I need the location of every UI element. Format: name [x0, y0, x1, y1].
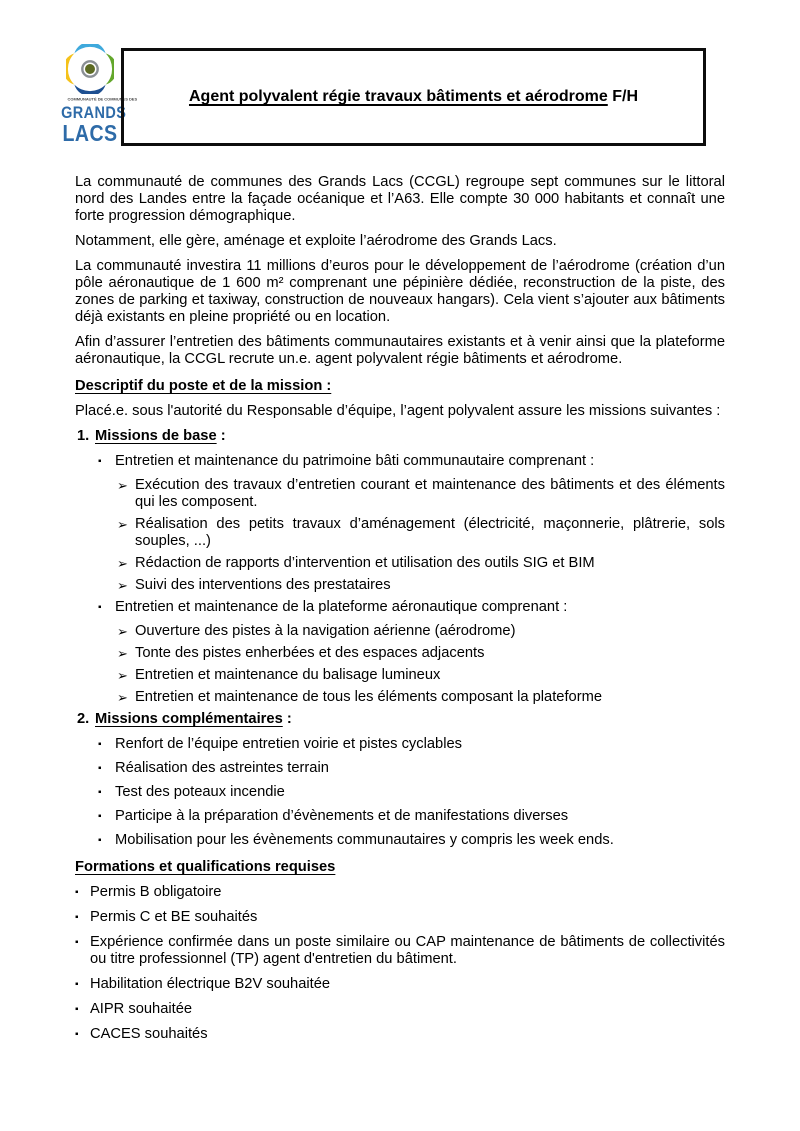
bullet-text: Habilitation électrique B2V souhaitée	[90, 976, 331, 992]
numbered-heading-missions-comp	[75, 711, 725, 728]
bullet-item	[75, 784, 725, 801]
bullet-text: AIPR souhaitée	[90, 1001, 193, 1017]
arrow-bullet-icon: ➢	[117, 646, 128, 661]
bullet-item	[75, 808, 725, 825]
bullet-item	[75, 976, 725, 993]
heading-colon: :	[216, 428, 226, 444]
bullet-text: Renfort de l’équipe entretien voirie et pistes cyclables	[115, 736, 462, 752]
arrow-bullet-icon: ➢	[117, 578, 128, 593]
heading-colon: :	[282, 711, 292, 727]
list-number: 1.	[77, 428, 90, 444]
intro-paragraph-3: La communauté investira 11 millions d’euros pour le développement de l’aérodrome (création d’un pôle aéronautique de 1 600 m² comprenant une pépinière dédiée, reconstruction de la piste, des zones de parking et taxiway, construction de nouveaux hangars). Cela vient s’ajouter aux bâtiments déjà existants en pleine propriété ou en location.	[75, 258, 725, 325]
job-title-box	[121, 48, 706, 146]
bullet-item	[75, 884, 725, 901]
bullet-item	[75, 736, 725, 753]
logo-name-lacs: LACS	[62, 120, 118, 146]
square-bullet-icon: ▪	[75, 912, 79, 923]
arrow-bullet-icon: ➢	[117, 690, 128, 705]
bullet-text: Entretien et maintenance du patrimoine bâti communautaire comprenant :	[115, 453, 595, 469]
sub-bullet-text: Suivi des interventions des prestataires	[135, 577, 391, 593]
bullet-item	[75, 832, 725, 849]
list-number: 2.	[77, 711, 90, 727]
square-bullet-icon: ▪	[98, 739, 102, 750]
square-bullet-icon: ▪	[98, 602, 102, 613]
bullet-item	[75, 1001, 725, 1018]
mission-intro: Placé.e. sous l'autorité du Responsable d’équipe, l’agent polyvalent assure les missions suivantes :	[75, 403, 721, 419]
bullet-item	[75, 909, 725, 926]
sub-bullet-text: Entretien et maintenance du balisage lumineux	[135, 667, 441, 683]
sub-bullet-item	[75, 477, 725, 511]
job-title	[189, 88, 638, 106]
section-heading-formations: Formations et qualifications requises	[75, 859, 336, 875]
pinwheel-icon	[66, 44, 114, 94]
bullet-item	[75, 453, 725, 470]
bullet-text: Expérience confirmée dans un poste similaire ou CAP maintenance de bâtiments de collectivités ou titre professionnel (TP) agent d'entretien du bâtiment.	[90, 934, 725, 967]
square-bullet-icon: ▪	[75, 979, 79, 990]
sub-bullet-text: Exécution des travaux d’entretien courant et maintenance des bâtiments et des éléments qui les composent.	[135, 477, 725, 510]
sub-bullet-item	[75, 667, 725, 684]
arrow-bullet-icon: ➢	[117, 517, 128, 532]
sub-bullet-text: Réalisation des petits travaux d’aménagement (électricité, maçonnerie, plâtrerie, sols souples, ...)	[135, 516, 725, 549]
org-logo	[56, 44, 138, 146]
square-bullet-icon: ▪	[75, 887, 79, 898]
numbered-heading-missions-base	[75, 428, 725, 445]
intro-paragraph-1: La communauté de communes des Grands Lacs (CCGL) regroupe sept communes sur le littoral nord des Landes entre la façade océanique et l’A63. Elle compte 30 000 habitants et connaît une forte progression démographique.	[75, 174, 725, 224]
square-bullet-icon: ▪	[75, 937, 79, 948]
bullet-text: Participe à la préparation d’évènements et de manifestations diverses	[115, 808, 569, 824]
bullet-item	[75, 599, 725, 616]
sub-bullet-item	[75, 577, 725, 594]
arrow-bullet-icon: ➢	[117, 556, 128, 571]
sub-bullet-text: Rédaction de rapports d’intervention et utilisation des outils SIG et BIM	[135, 555, 595, 571]
square-bullet-icon: ▪	[98, 763, 102, 774]
bullet-text: Permis B obligatoire	[90, 884, 222, 900]
section-heading-descriptif: Descriptif du poste et de la mission :	[75, 378, 332, 394]
job-title-main: Agent polyvalent régie travaux bâtiments et aérodrome	[188, 88, 608, 105]
logo-org-line: COMMUNAUTÉ DE COMMUNES DES	[67, 98, 138, 102]
bullet-item	[75, 934, 725, 968]
sub-bullet-item	[75, 689, 725, 706]
logo-name-grands: GRANDS	[61, 103, 127, 122]
sub-bullet-item	[75, 645, 725, 662]
job-title-suffix: F/H	[607, 88, 638, 105]
bullet-text: Entretien et maintenance de la plateforme aéronautique comprenant :	[115, 599, 568, 615]
intro-paragraph-2: Notamment, elle gère, aménage et exploite l’aérodrome des Grands Lacs.	[75, 233, 557, 249]
bullet-item	[75, 1026, 725, 1043]
square-bullet-icon: ▪	[98, 456, 102, 467]
numbered-heading-label: Missions de base	[95, 428, 217, 444]
bullet-item	[75, 760, 725, 777]
square-bullet-icon: ▪	[98, 787, 102, 798]
bullet-text: Mobilisation pour les évènements communautaires y compris les week ends.	[115, 832, 614, 848]
square-bullet-icon: ▪	[75, 1004, 79, 1015]
intro-paragraph-4: Afin d’assurer l’entretien des bâtiments communautaires existants et à venir ainsi que la plateforme aéronautique, la CCGL recrute un.e. agent polyvalent régie bâtiments et aérodrome.	[75, 334, 725, 367]
sub-bullet-text: Tonte des pistes enherbées et des espaces adjacents	[135, 645, 485, 661]
arrow-bullet-icon: ➢	[117, 668, 128, 683]
sub-bullet-item	[75, 623, 725, 640]
bullet-text: Permis C et BE souhaités	[90, 909, 258, 925]
square-bullet-icon: ▪	[98, 811, 102, 822]
square-bullet-icon: ▪	[75, 1029, 79, 1040]
arrow-bullet-icon: ➢	[117, 624, 128, 639]
bullet-text: CACES souhaités	[90, 1026, 208, 1042]
sub-bullet-item	[75, 516, 725, 550]
bullet-text: Test des poteaux incendie	[115, 784, 285, 800]
arrow-bullet-icon: ➢	[117, 478, 128, 493]
sub-bullet-text: Entretien et maintenance de tous les éléments composant la plateforme	[135, 689, 603, 705]
sub-bullet-text: Ouverture des pistes à la navigation aérienne (aérodrome)	[135, 623, 516, 639]
document-body	[75, 174, 725, 1051]
numbered-heading-label: Missions complémentaires	[95, 711, 283, 727]
bullet-text: Réalisation des astreintes terrain	[115, 760, 329, 776]
sub-bullet-item	[75, 555, 725, 572]
square-bullet-icon: ▪	[98, 835, 102, 846]
